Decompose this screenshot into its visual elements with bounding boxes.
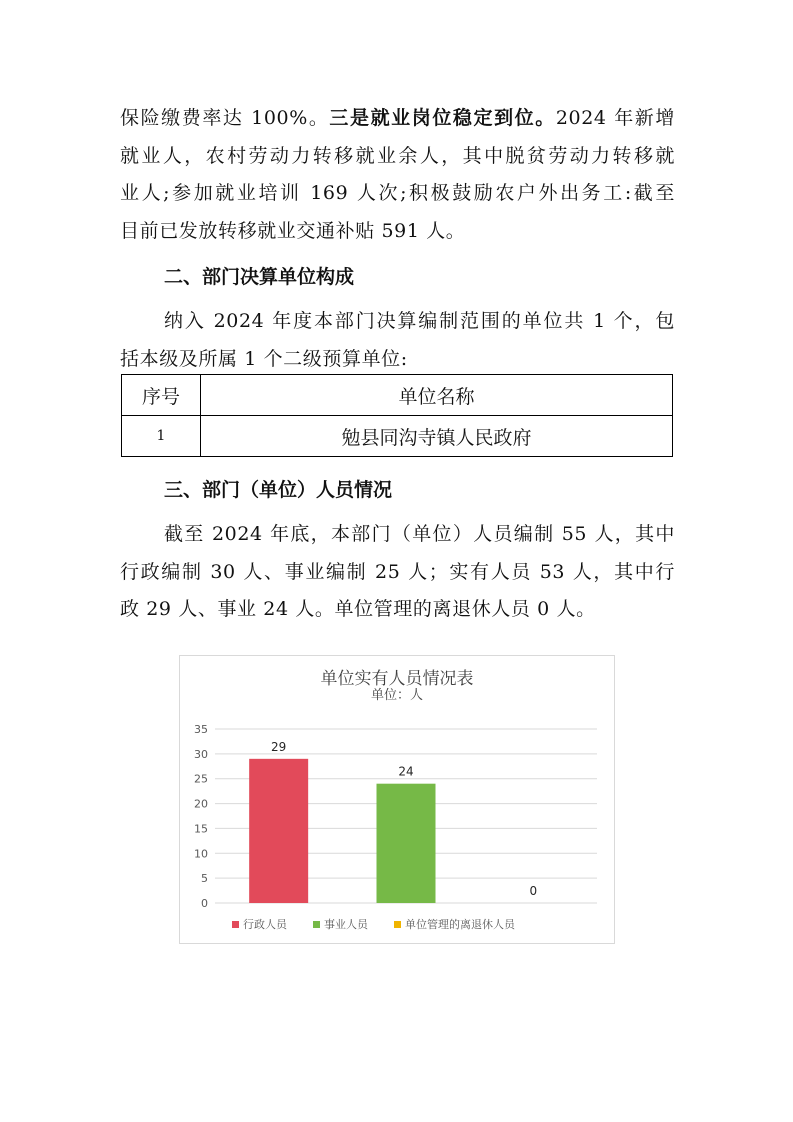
y-tick-label: 35 <box>194 723 208 736</box>
text-span: 2024 年新增 <box>555 107 675 129</box>
paragraph-line: 就业人，农村劳动力转移就业余人，其中脱贫劳动力转移就 <box>120 144 675 167</box>
paragraph-employment <box>120 100 675 250</box>
column-header-index: 序号 <box>122 375 201 416</box>
paragraph-line: 业人;参加就业培训 169 人次;积极鼓励农户外出务工:截至 <box>120 182 675 204</box>
y-tick-label: 15 <box>194 822 208 836</box>
chart-subtitle: 单位：人 <box>370 688 423 703</box>
chart-title: 单位实有人员情况表 <box>320 669 474 689</box>
y-tick-label: 20 <box>194 797 208 811</box>
staff-chart <box>179 655 615 944</box>
legend-label: 事业人员 <box>324 918 368 931</box>
table-cell-index: 1 <box>122 416 201 457</box>
data-label: 24 <box>398 764 414 779</box>
paragraph-line: 括本级及所属 1 个二级预算单位: <box>120 347 408 370</box>
section-heading-3: 三、部门（单位）人员情况 <box>164 479 393 501</box>
data-label: 0 <box>529 884 538 898</box>
legend-label: 行政人员 <box>243 918 287 931</box>
paragraph-line: 截至 2024 年底，本部门（单位）人员编制 55 人，其中 <box>164 523 675 545</box>
paragraph-line: 目前已发放转移就业交通补贴 591 人。 <box>120 219 466 242</box>
bold-highlight: 三是就业岗位稳定到位。 <box>329 107 556 129</box>
paragraph-staff <box>120 516 675 629</box>
paragraph-line: 纳入 2024 年度本部门决算编制范围的单位共 1 个，包 <box>164 310 675 332</box>
text-span: 保险缴费率达 100%。 <box>120 107 330 129</box>
legend-swatch <box>394 921 401 928</box>
bar <box>377 784 436 903</box>
table-row <box>122 416 673 457</box>
y-tick-label: 25 <box>194 772 208 786</box>
y-tick-label: 0 <box>201 897 208 910</box>
y-tick-label: 5 <box>201 872 208 886</box>
y-tick-label: 10 <box>194 847 208 861</box>
legend-swatch <box>313 921 320 928</box>
paragraph-units <box>120 303 675 378</box>
table-header-row <box>122 375 673 416</box>
data-label: 29 <box>271 739 287 754</box>
chart-plot <box>180 656 614 943</box>
section-heading-2: 二、部门决算单位构成 <box>164 266 355 288</box>
table-cell-unit-name: 勉县同沟寺镇人民政府 <box>201 416 673 457</box>
column-header-unit-name: 单位名称 <box>201 375 673 416</box>
paragraph-line: 行政编制 30 人、事业编制 25 人；实有人员 53 人，其中行 <box>120 560 675 583</box>
paragraph-line: 政 29 人、事业 24 人。单位管理的离退休人员 0 人。 <box>120 598 596 620</box>
legend-label: 单位管理的离退休人员 <box>405 918 515 931</box>
paragraph-line <box>120 100 675 138</box>
legend-swatch <box>232 921 239 928</box>
bar <box>249 759 308 903</box>
y-tick-label: 30 <box>194 747 208 761</box>
units-table <box>121 374 673 457</box>
